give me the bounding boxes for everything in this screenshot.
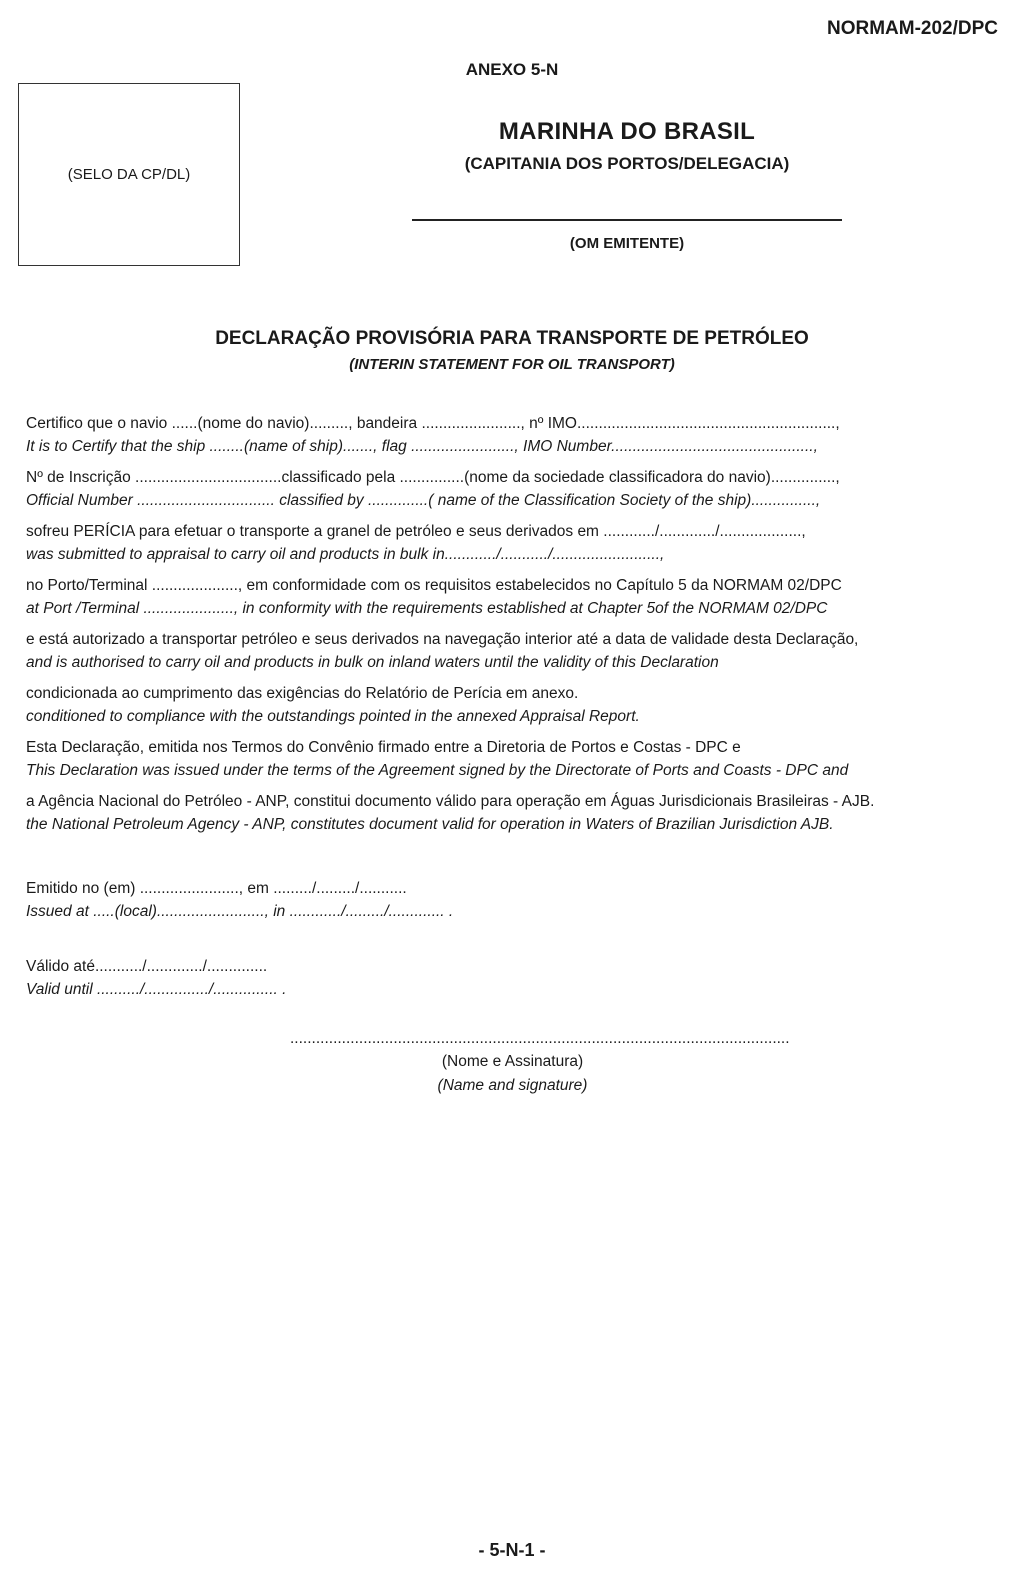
- clause-text-pt: e está autorizado a transportar petróleo e seus derivados na navegação interior até a data de validade desta Declaração,: [26, 631, 859, 648]
- clause-text-pt: a Agência Nacional do Petróleo - ANP, constitui documento válido para operação em Águas Jurisdicionais Brasileiras - AJB.: [26, 793, 875, 810]
- clause-text-en: This Declaration was issued under the terms of the Agreement signed by the Directorate of Ports and Coasts - DPC and: [26, 762, 849, 779]
- annex-text: ANEXO 5-N: [465, 60, 559, 79]
- clause-text-pt: sofreu PERÍCIA para efetuar o transporte a granel de petróleo e seus derivados em ............/............./...................,: [26, 523, 806, 540]
- clause-text-pt: Esta Declaração, emitida nos Termos do Convênio firmado entre a Diretoria de Portos e Costas - DPC e: [26, 739, 741, 756]
- clause-registration: [26, 466, 1000, 512]
- signature-line: ....................................................................................................................: [290, 1030, 790, 1047]
- document-title-block: [0, 328, 1024, 373]
- clause-authorization: [26, 628, 1000, 674]
- signature-label-pt: (Nome e Assinatura): [441, 1053, 584, 1070]
- page-number: - 5-N-1 -: [478, 1540, 546, 1560]
- issuer-blank-line: [412, 219, 842, 221]
- document-code: NORMAM-202/DPC: [826, 18, 998, 39]
- clause-ship: [26, 412, 1000, 458]
- organization-name: MARINHA DO BRASIL: [498, 118, 756, 145]
- validity-date: [26, 955, 286, 1001]
- clause-text-pt: Nº de Inscrição ..................................classificado pela ...............(nome da sociedade classificadora do navio)...............,: [26, 469, 840, 486]
- issue-text-en: Issued at .....(local)........................., in ............/........./............. .: [26, 903, 454, 920]
- document-subtitle: (INTERIN STATEMENT FOR OIL TRANSPORT): [349, 356, 675, 373]
- clause-text-pt: Certifico que o navio ......(nome do navio)........., bandeira ......................., nº IMO............................................................,: [26, 415, 840, 432]
- organization-subtitle: (CAPITANIA DOS PORTOS/DELEGACIA): [464, 154, 790, 173]
- seal-placeholder: (SELO DA CP/DL): [67, 166, 191, 183]
- document-title: DECLARAÇÃO PROVISÓRIA PARA TRANSPORTE DE PETRÓLEO: [215, 328, 809, 349]
- clause-text-en: at Port /Terminal ....................., in conformity with the requirements established at Chapter 5of the NORMAM 02/DPC: [26, 600, 828, 617]
- clause-text-en: conditioned to compliance with the outstandings pointed in the annexed Appraisal Report.: [26, 708, 640, 725]
- issuer-label: (OM EMITENTE): [569, 235, 685, 252]
- signature-label-en: (Name and signature): [437, 1077, 588, 1094]
- annex-label: [0, 60, 1024, 80]
- clause-port: [26, 574, 1000, 620]
- issue-text-pt: Emitido no (em) ......................., em ........./........./...........: [26, 880, 407, 897]
- seal-box: [18, 83, 240, 266]
- issue-place-date: [26, 877, 453, 923]
- clause-text-en: and is authorised to carry oil and products in bulk on inland waters until the validity of this Declaration: [26, 654, 719, 671]
- clause-validity-scope: [26, 790, 1000, 836]
- clause-agreement: [26, 736, 1000, 782]
- validity-text-pt: Válido até.........../............./..............: [26, 958, 268, 975]
- clause-text-en: It is to Certify that the ship ........(name of ship)......., flag ........................, IMO Number...............................................,: [26, 438, 818, 455]
- clause-text-en: was submitted to appraisal to carry oil and products in bulk in............/.........../.........................,: [26, 546, 665, 563]
- declaration-body: [26, 412, 1000, 844]
- clause-text-en: Official Number ................................ classified by ..............( name of the Classification Society of the ship)...............,: [26, 492, 821, 509]
- signature-block: [290, 1030, 790, 1098]
- clause-text-pt: no Porto/Terminal ...................., em conformidade com os requisitos estabelecidos no Capítulo 5 da NORMAM 02/DPC: [26, 577, 842, 594]
- clause-text-pt: condicionada ao cumprimento das exigências do Relatório de Perícia em anexo.: [26, 685, 579, 702]
- clause-appraisal: [26, 520, 1000, 566]
- clause-condition: [26, 682, 1000, 728]
- clause-text-en: the National Petroleum Agency - ANP, constitutes document valid for operation in Waters of Brazilian Jurisdiction AJB.: [26, 816, 834, 833]
- issuer-header: [410, 118, 844, 252]
- validity-text-en: Valid until ........../.............../............... .: [26, 981, 287, 998]
